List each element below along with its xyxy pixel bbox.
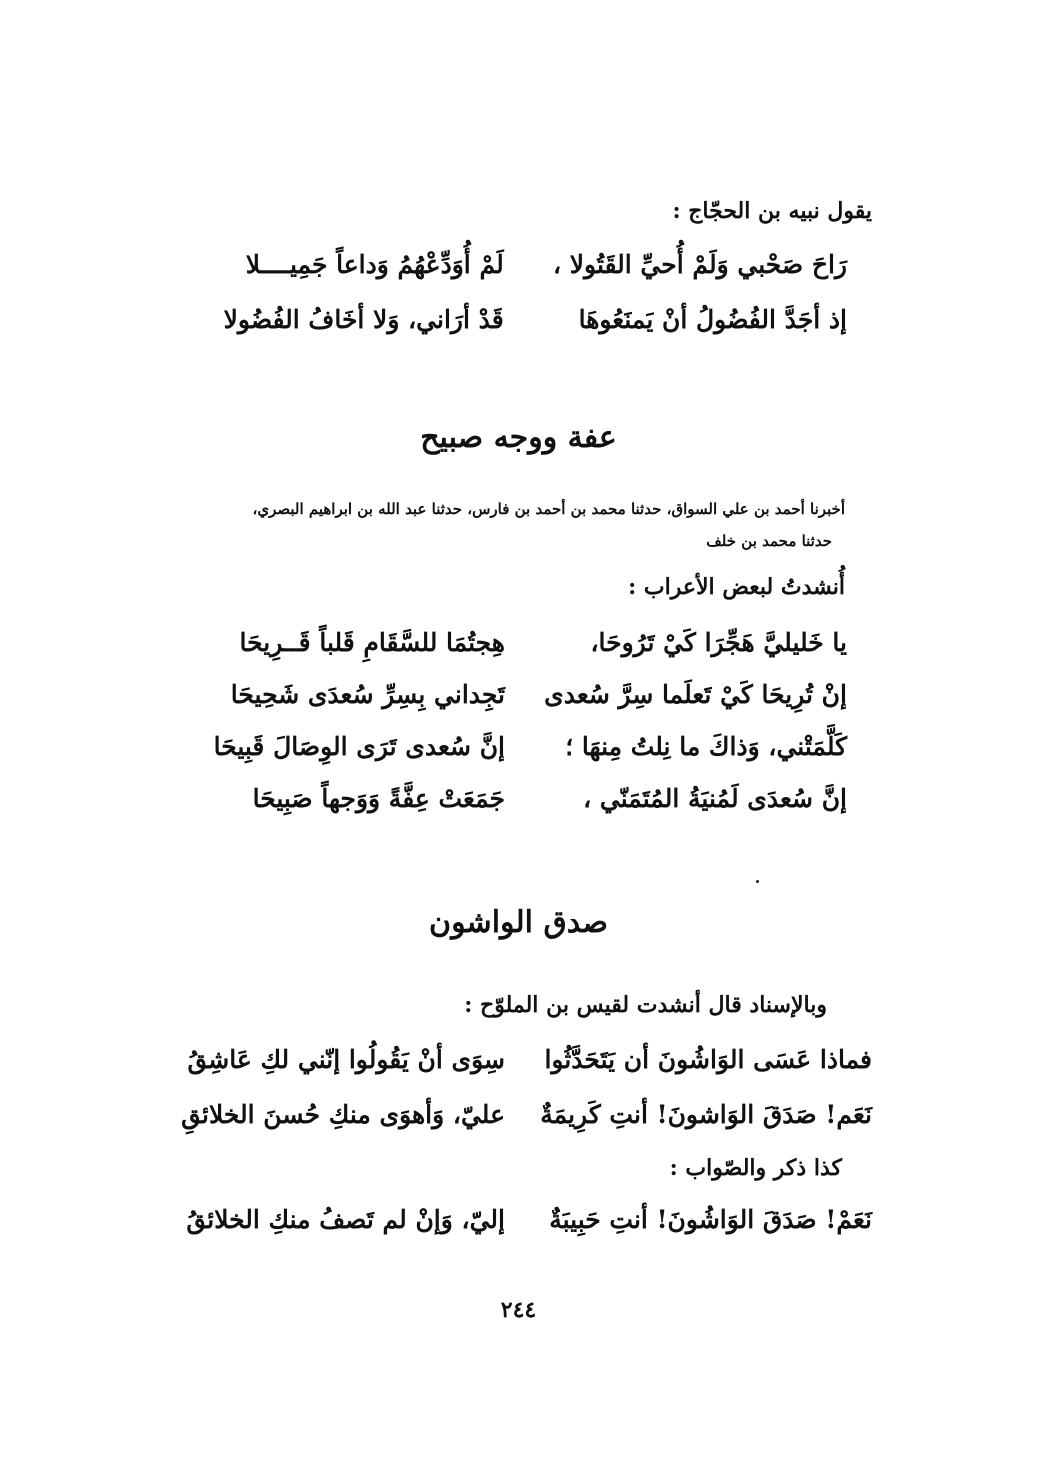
verse-first-hemistich: إذ أجَدَّ الفُضُولُ أنْ يَمنَعُوهَا — [578, 305, 847, 334]
verse — [185, 732, 847, 761]
verse — [185, 680, 847, 709]
verse-second-hemistich: تَجِداني بِسِرِّ سُعدَى شَحِيحَا — [230, 680, 505, 709]
section3-note: كذا ذكر والصّواب : — [669, 1155, 842, 1181]
isnad-line-1: أخبرنا أحمد بن علي السواق، حدثنا محمد بن أحمد بن فارس، حدثنا عبد الله بن ابراهيم البصري، — [252, 500, 845, 518]
verse-second-hemistich: إليّ، وَإنْ لم تَصفُ منكِ الخلائقُ — [186, 1205, 505, 1234]
corrected-verse — [160, 1205, 872, 1234]
section1-intro: يقول نبيه بن الحجّاج : — [672, 198, 872, 224]
verse-second-hemistich: لَمْ أُوَدِّعْهُمُ وَداعاً جَمِيــــلا — [245, 250, 504, 279]
verse-first-hemistich: يا خَليليَّ هَجِّرَا كَيْ تَرُوحَا، — [590, 628, 847, 657]
verse — [185, 628, 847, 657]
stray-dot — [756, 880, 759, 883]
verse-second-hemistich: سِوَى أنْ يَقُولُوا إنّني لكِ عَاشِقُ — [187, 1045, 505, 1074]
verse-first-hemistich: رَاحَ صَحْبي وَلَمْ أُحيِّ القَتُولا ، — [553, 250, 847, 279]
page-number: ٢٤٤ — [500, 1297, 537, 1323]
verse — [190, 250, 847, 279]
verse-first-hemistich: نَعَم! صَدَقَ الوَاشونَ! أنتِ كَرِيمَةٌ — [540, 1100, 872, 1129]
verse-second-hemistich: جَمَعَتْ عِفَّةً وَوَجهاً صَبِيحَا — [252, 784, 505, 813]
verse-first-hemistich: إنَّ سُعدَى لَمُنيَةُ المُتَمَنّي ، — [583, 784, 847, 813]
section3-intro: وبالإسناد قال أنشدت لقيس بن الملوّح : — [464, 992, 827, 1018]
verse-second-hemistich: هِجتُمَا للسَّقَامِ قَلباً قَــرِيحَا — [239, 628, 505, 657]
section2-title: عفة ووجه صبيح — [420, 420, 617, 455]
verse-first-hemistich: كَلَّمَتْني، وَذاكَ ما نِلتُ مِنهَا ؛ — [565, 732, 847, 761]
section2-intro: أُنشدتُ لبعض الأعراب : — [628, 574, 845, 600]
verse — [160, 1100, 872, 1129]
verse-second-hemistich: قَدْ أرَاني، وَلا أخَافُ الفُضُولا — [223, 305, 504, 334]
verse-second-hemistich: عليّ، وَأهوَى منكِ حُسنَ الخلائقِ — [181, 1100, 505, 1129]
isnad-line-2: حدثنا محمد بن خلف — [706, 532, 832, 550]
verse-first-hemistich: نَعَمْ! صَدَقَ الوَاشُونَ! أنتِ حَبِيبَةٌ — [549, 1205, 872, 1234]
verse — [160, 1045, 872, 1074]
section3-title: صدق الواشون — [429, 905, 608, 940]
verse-first-hemistich: فماذا عَسَى الوَاشُونَ أن يَتَحَدَّثُوا — [544, 1045, 872, 1074]
verse — [190, 305, 847, 334]
verse — [185, 784, 847, 813]
verse-second-hemistich: إنَّ سُعدى تَرَى الوِصَالَ قَبِيحَا — [213, 732, 505, 761]
verse-first-hemistich: إنْ تُرِيحَا كَيْ تَعلَما سِرَّ سُعدى — [544, 680, 847, 709]
